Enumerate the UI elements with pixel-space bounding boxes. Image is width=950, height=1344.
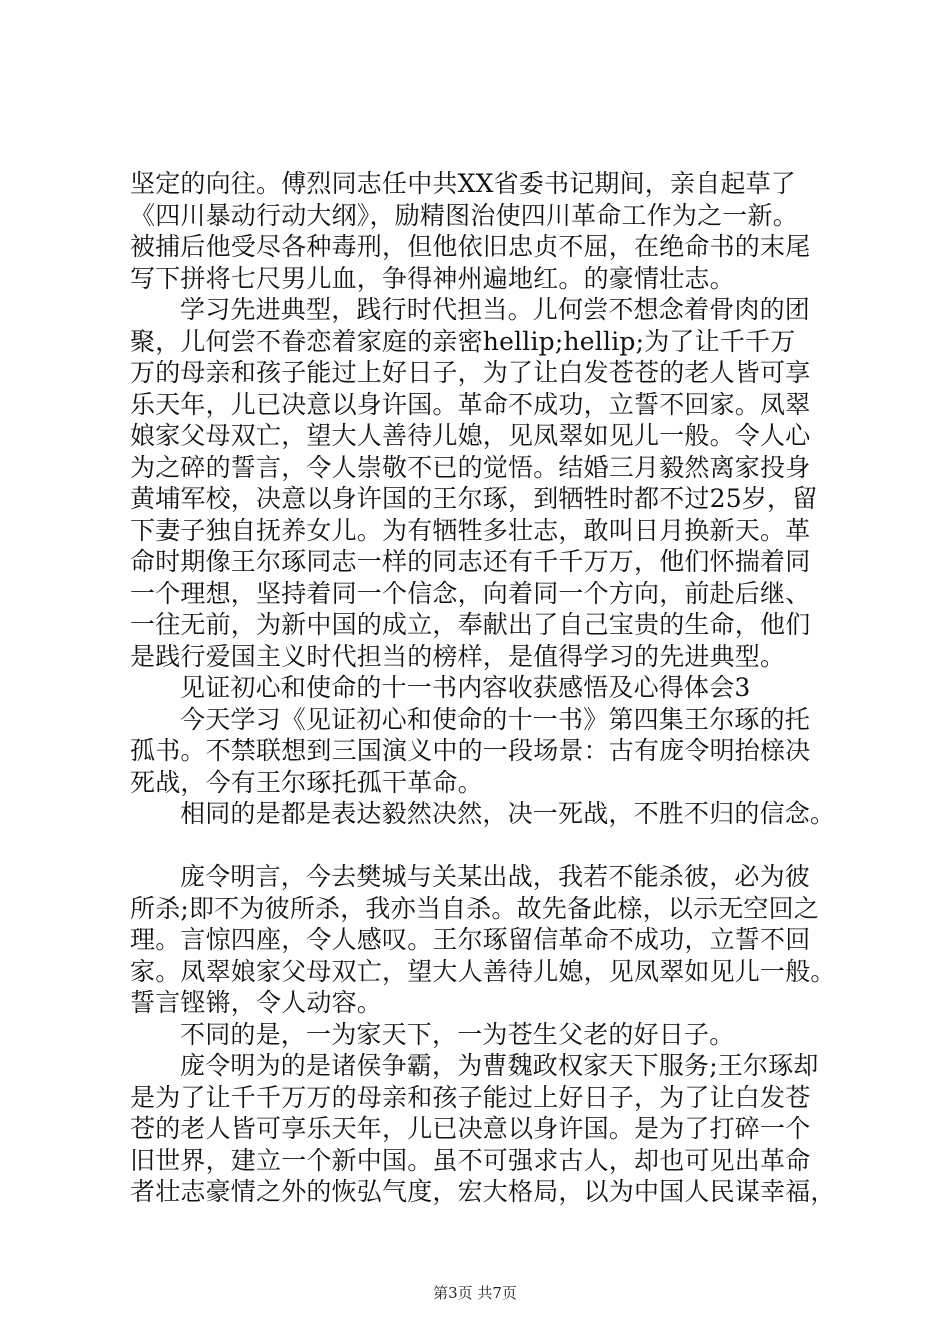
text-line: 理。言惊四座，令人感叹。王尔琢留信革命不成功，立誓不回 bbox=[130, 925, 811, 954]
text-line: 孤书。不禁联想到三国演义中的一段场景：古有庞令明抬榇决 bbox=[130, 736, 811, 765]
text-line: 是践行爱国主义时代担当的榜样，是值得学习的先进典型。 bbox=[130, 641, 786, 671]
text-line: 庞令明为的是诸侯争霸，为曹魏政权家天下服务;王尔琢却 bbox=[180, 1051, 819, 1080]
text-line: 所杀;即不为彼所杀，我亦当自杀。故先备此榇，以示无空回之 bbox=[130, 893, 820, 923]
text-line: 苍的老人皆可享乐天年，儿已决意以身许国。是为了打碎一个 bbox=[130, 1114, 811, 1143]
text-line: 不同的是，一为家天下，一为苍生父老的好日子。 bbox=[180, 1019, 735, 1049]
text-line: 是为了让千千万万的母亲和孩子能过上好日子，为了让白发苍 bbox=[130, 1082, 811, 1112]
text-line: 《四川暴动行动大纲》，励精图治使四川革命工作为之一新。 bbox=[130, 200, 798, 230]
text-line: 庞令明言，今去樊城与关某出战，我若不能杀彼，必为彼 bbox=[180, 862, 811, 891]
text-line: 学习先进典型，践行时代担当。儿何尝不想念着骨肉的团 bbox=[180, 295, 811, 324]
document-body bbox=[130, 168, 842, 1208]
text-line: 家。凤翠娘家父母双亡，望大人善待儿媳，见凤翠如见儿一般。 bbox=[130, 956, 836, 986]
text-line: 下妻子独自抚养女儿。为有牺牲多壮志，敢叫日月换新天。革 bbox=[130, 515, 811, 545]
text-line: 聚，儿何尝不眷恋着家庭的亲密hellip;hellip;为了让千千万 bbox=[130, 326, 796, 356]
text-line: 万的母亲和孩子能过上好日子，为了让白发苍苍的老人皆可享 bbox=[130, 358, 811, 387]
text-line: 今天学习《见证初心和使命的十一书》第四集王尔琢的托 bbox=[180, 704, 811, 734]
text-line: 相同的是都是表达毅然决然，决一死战，不胜不归的信念。 bbox=[180, 799, 836, 828]
text-line: 死战，今有王尔琢托孤干革命。 bbox=[130, 767, 483, 797]
text-line: 一个理想，坚持着同一个信念，向着同一个方向，前赴后继、 bbox=[130, 578, 811, 608]
text-line: 者壮志豪情之外的恢弘气度，宏大格局，以为中国人民谋幸福， bbox=[130, 1177, 836, 1206]
text-line: 旧世界，建立一个新中国。虽不可强求古人，却也可见出革命 bbox=[130, 1145, 811, 1175]
text-line: 命时期像王尔琢同志一样的同志还有千千万万，他们怀揣着同 bbox=[130, 547, 811, 576]
text-line: 坚定的向往。傅烈同志任中共XX省委书记期间，亲自起草了 bbox=[130, 169, 796, 198]
text-line: 为之碎的誓言，令人崇敬不已的觉悟。结婚三月毅然离家投身 bbox=[130, 452, 811, 482]
text-line: 誓言铿锵，令人动容。 bbox=[130, 988, 383, 1017]
text-line: 娘家父母双亡，望大人善待儿媳，见凤翠如见儿一般。令人心 bbox=[130, 421, 811, 450]
text-line bbox=[130, 830, 842, 862]
text-line: 乐天年，儿已决意以身许国。革命不成功，立誓不回家。凤翠 bbox=[130, 389, 811, 419]
text-line: 被捕后他受尽各种毒刑，但他依旧忠贞不屈，在绝命书的末尾 bbox=[130, 232, 811, 261]
page-footer: 第3页 共7页 bbox=[433, 1284, 517, 1302]
text-line: 见证初心和使命的十一书内容收获感悟及心得体会3 bbox=[180, 673, 751, 702]
text-line: 写下拼将七尺男儿血，争得神州遍地红。的豪情壮志。 bbox=[130, 263, 735, 293]
text-line: 黄埔军校，决意以身许国的王尔琢，到牺牲时都不过25岁，留 bbox=[130, 484, 818, 513]
text-line: 一往无前，为新中国的成立，奉献出了自己宝贵的生命，他们 bbox=[130, 610, 811, 639]
